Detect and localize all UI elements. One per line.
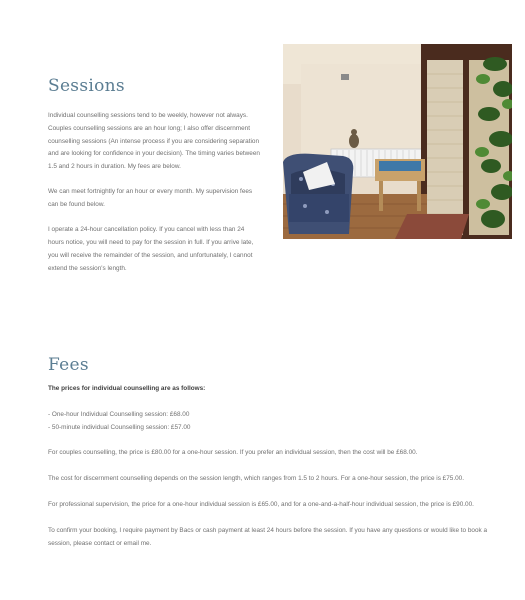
fees-list — [48, 409, 488, 435]
sessions-paragraph: We can meet fortnightly for an hour or every month. My supervision fees can be found below. — [48, 188, 253, 209]
list-item: - One-hour Individual Counselling session: £68.00 — [48, 410, 190, 418]
sessions-text — [48, 110, 260, 288]
fees-intro: The prices for individual counselling are as follows: — [48, 385, 206, 392]
sessions-paragraph: Individual counselling sessions tend to be weekly, however not always. Couples counselling sessions are an hour long; I also offer discernment counselling sessions (An intense process if you are considering separation and are looking for confidence in your decision). The timing varies between 1.5 and 2 hours in duration. My fees are below. — [48, 112, 260, 171]
therapy-room-photo — [283, 44, 512, 239]
sessions-paragraph: I operate a 24-hour cancellation policy. If you cancel with less than 24 hours notice, you will need to pay for the session in full. If you arrive late, you will receive the remainder of the session, and unfortunately, I cannot extend the session's length. — [48, 226, 254, 272]
fees-heading: Fees — [48, 355, 89, 375]
fees-booking-paragraph: To confirm your booking, I require payment by Bacs or cash payment at least 24 hours before the session. If you have any questions or would like to book a session, please contact or email me. — [48, 526, 488, 547]
fees-couples-paragraph: For couples counselling, the price is £80.00 for a one-hour session. If you prefer an individual session, then the cost will be £68.00. — [48, 449, 418, 457]
therapy-room-illustration — [283, 44, 512, 239]
fees-supervision-paragraph: For professional supervision, the price for a one-hour individual session is £65.00, and for a one-and-a-half-hour individual session, the price is £90.00. — [48, 500, 474, 508]
sessions-heading: Sessions — [48, 76, 125, 96]
list-item: - 50-minute individual Counselling session: £57.00 — [48, 423, 191, 431]
fees-discernment-paragraph: The cost for discernment counselling depends on the session length, which ranges from 1.5 to 2 hours. For a one-hour session, the price is £75.00. — [48, 475, 464, 483]
fees-body — [48, 383, 488, 563]
